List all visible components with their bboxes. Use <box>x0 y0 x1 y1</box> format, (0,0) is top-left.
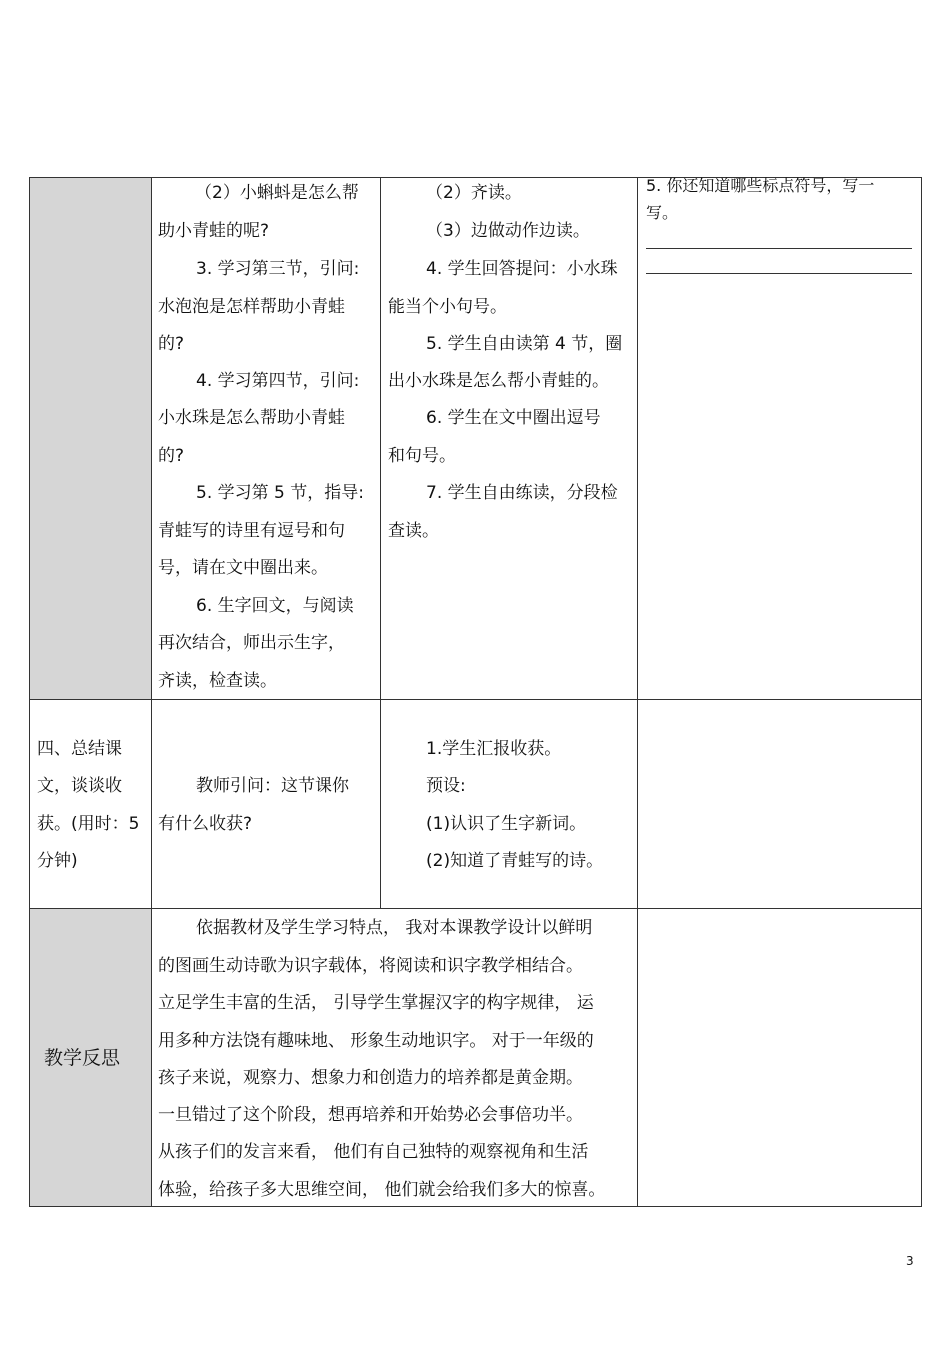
page-number: 3 <box>906 1254 914 1268</box>
text-line: 的? <box>158 446 185 466</box>
table-border-left <box>29 177 30 1207</box>
text-line: 6. 生字回文，与阅读 <box>196 596 354 616</box>
table-border-row1 <box>29 699 922 700</box>
text-line: 5. 你还知道哪些标点符号，写一 <box>646 176 875 195</box>
text-line: 5. 学生自由读第 4 节，圈 <box>426 334 623 354</box>
stage-title-line: 分钟) <box>37 851 78 871</box>
answer-line <box>646 273 912 274</box>
text-line: 6. 学生在文中圈出逗号 <box>426 408 601 428</box>
text-line: 教师引问：这节课你 <box>196 776 349 796</box>
text-line: 写。 <box>646 203 679 222</box>
text-line: 查读。 <box>388 521 439 541</box>
text-line: 一旦错过了这个阶段，想再培养和开始势必会事倍功半。 <box>158 1105 583 1125</box>
stage-title-line: 获。(用时：5 <box>37 814 140 834</box>
text-line: 3. 学习第三节，引问: <box>196 259 360 279</box>
text-line: (1)认识了生字新词。 <box>426 814 587 834</box>
reflection-label: 教学反思 <box>44 1047 121 1069</box>
text-line: 齐读，检查读。 <box>158 671 277 691</box>
table-border-bottom <box>29 1206 922 1207</box>
text-line: （2）小蝌蚪是怎么帮 <box>195 183 359 203</box>
text-line: 预设: <box>426 776 466 796</box>
text-line: 依据教材及学生学习特点， 我对本课教学设计以鲜明 <box>196 918 593 938</box>
text-line: 青蛙写的诗里有逗号和句 <box>158 521 345 541</box>
text-line: 出小水珠是怎么帮小青蛙的。 <box>388 371 609 391</box>
text-line: 立足学生丰富的生活， 引导学生掌握汉字的构字规律， 运 <box>158 993 594 1013</box>
text-line: 和句号。 <box>388 446 456 466</box>
text-line: 的图画生动诗歌为识字载体，将阅读和识字教学相结合。 <box>158 956 583 976</box>
text-line: 号，请在文中圈出来。 <box>158 558 328 578</box>
text-line: 水泡泡是怎样帮助小青蛙 <box>158 297 345 317</box>
text-line: 体验，给孩子多大思维空间， 他们就会给我们多大的惊喜。 <box>158 1180 606 1200</box>
table-border-col3 <box>637 177 638 1207</box>
text-line: 有什么收获? <box>158 814 253 834</box>
text-line: （3）边做动作边读。 <box>426 221 590 241</box>
text-line: 能当个小句号。 <box>388 297 507 317</box>
text-line: 7. 学生自由练读，分段检 <box>426 483 618 503</box>
table-border-row2 <box>29 908 922 909</box>
text-line: 再次结合，师出示生字， <box>158 633 345 653</box>
stage-title-line: 四、总结课 <box>37 739 122 759</box>
text-line: 助小青蛙的呢? <box>158 221 270 241</box>
stage-title-line: 文，谈谈收 <box>37 776 122 796</box>
table-border-col2 <box>380 177 381 909</box>
text-line: (2)知道了青蛙写的诗。 <box>426 851 604 871</box>
text-line: 小水珠是怎么帮助小青蛙 <box>158 408 345 428</box>
text-line: 孩子来说，观察力、想象力和创造力的培养都是黄金期。 <box>158 1068 583 1088</box>
answer-line <box>646 248 912 249</box>
text-line: 的? <box>158 334 185 354</box>
text-line: 用多种方法饶有趣味地、 形象生动地识字。 对于一年级的 <box>158 1031 594 1051</box>
text-line: 5. 学习第 5 节，指导: <box>196 483 364 503</box>
text-line: 4. 学习第四节，引问: <box>196 371 360 391</box>
text-line: 4. 学生回答提问：小水珠 <box>426 259 618 279</box>
table-border-col1 <box>151 177 152 1207</box>
text-line: （2）齐读。 <box>426 183 522 203</box>
text-line: 1.学生汇报收获。 <box>426 739 562 759</box>
text-line: 从孩子们的发言来看， 他们有自己独特的观察视角和生活 <box>158 1142 589 1162</box>
stage-cell-shaded <box>30 178 152 699</box>
table-border-right <box>921 177 922 1207</box>
